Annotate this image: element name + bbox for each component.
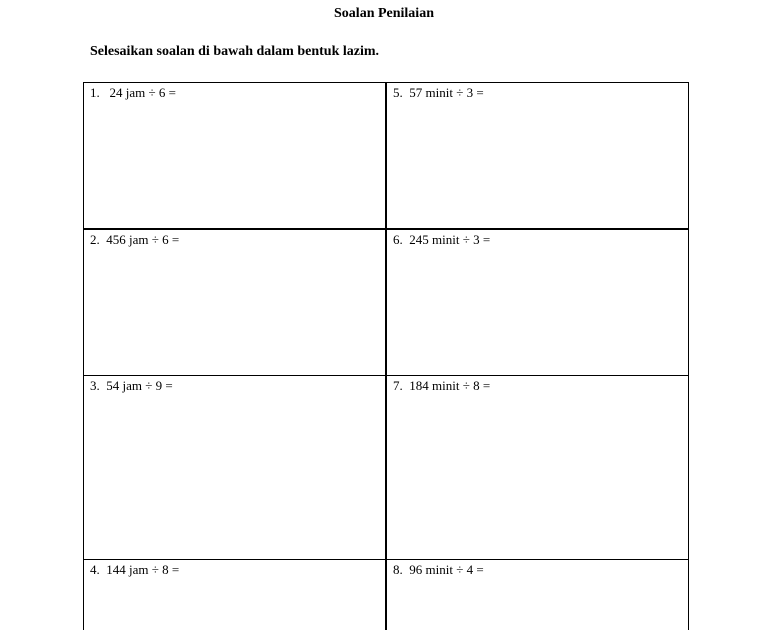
question-3: 3. 54 jam ÷ 9 = [90, 378, 173, 393]
instruction-text: Selesaikan soalan di bawah dalam bentuk lazim. [90, 44, 380, 59]
table-row [84, 376, 689, 560]
page-title: Soalan Penilaian [334, 6, 434, 21]
answer-cell [84, 229, 387, 376]
table-row [84, 560, 689, 630]
question-4: 4. 144 jam ÷ 8 = [90, 562, 180, 577]
table-row [84, 83, 689, 230]
question-6: 6. 245 minit ÷ 3 = [393, 232, 491, 247]
answer-cell [84, 83, 387, 230]
question-2: 2. 456 jam ÷ 6 = [90, 232, 180, 247]
answer-cell [386, 560, 689, 630]
question-5: 5. 57 minit ÷ 3 = [393, 85, 484, 100]
answer-cell [386, 376, 689, 560]
table-row [84, 229, 689, 376]
question-7: 7. 184 minit ÷ 8 = [393, 378, 491, 393]
question-1: 1. 24 jam ÷ 6 = [90, 85, 176, 100]
answer-cell [386, 229, 689, 376]
answer-cell [386, 83, 689, 230]
question-8: 8. 96 minit ÷ 4 = [393, 562, 484, 577]
question-table [83, 82, 689, 630]
answer-cell [84, 376, 387, 560]
answer-cell [84, 560, 387, 630]
